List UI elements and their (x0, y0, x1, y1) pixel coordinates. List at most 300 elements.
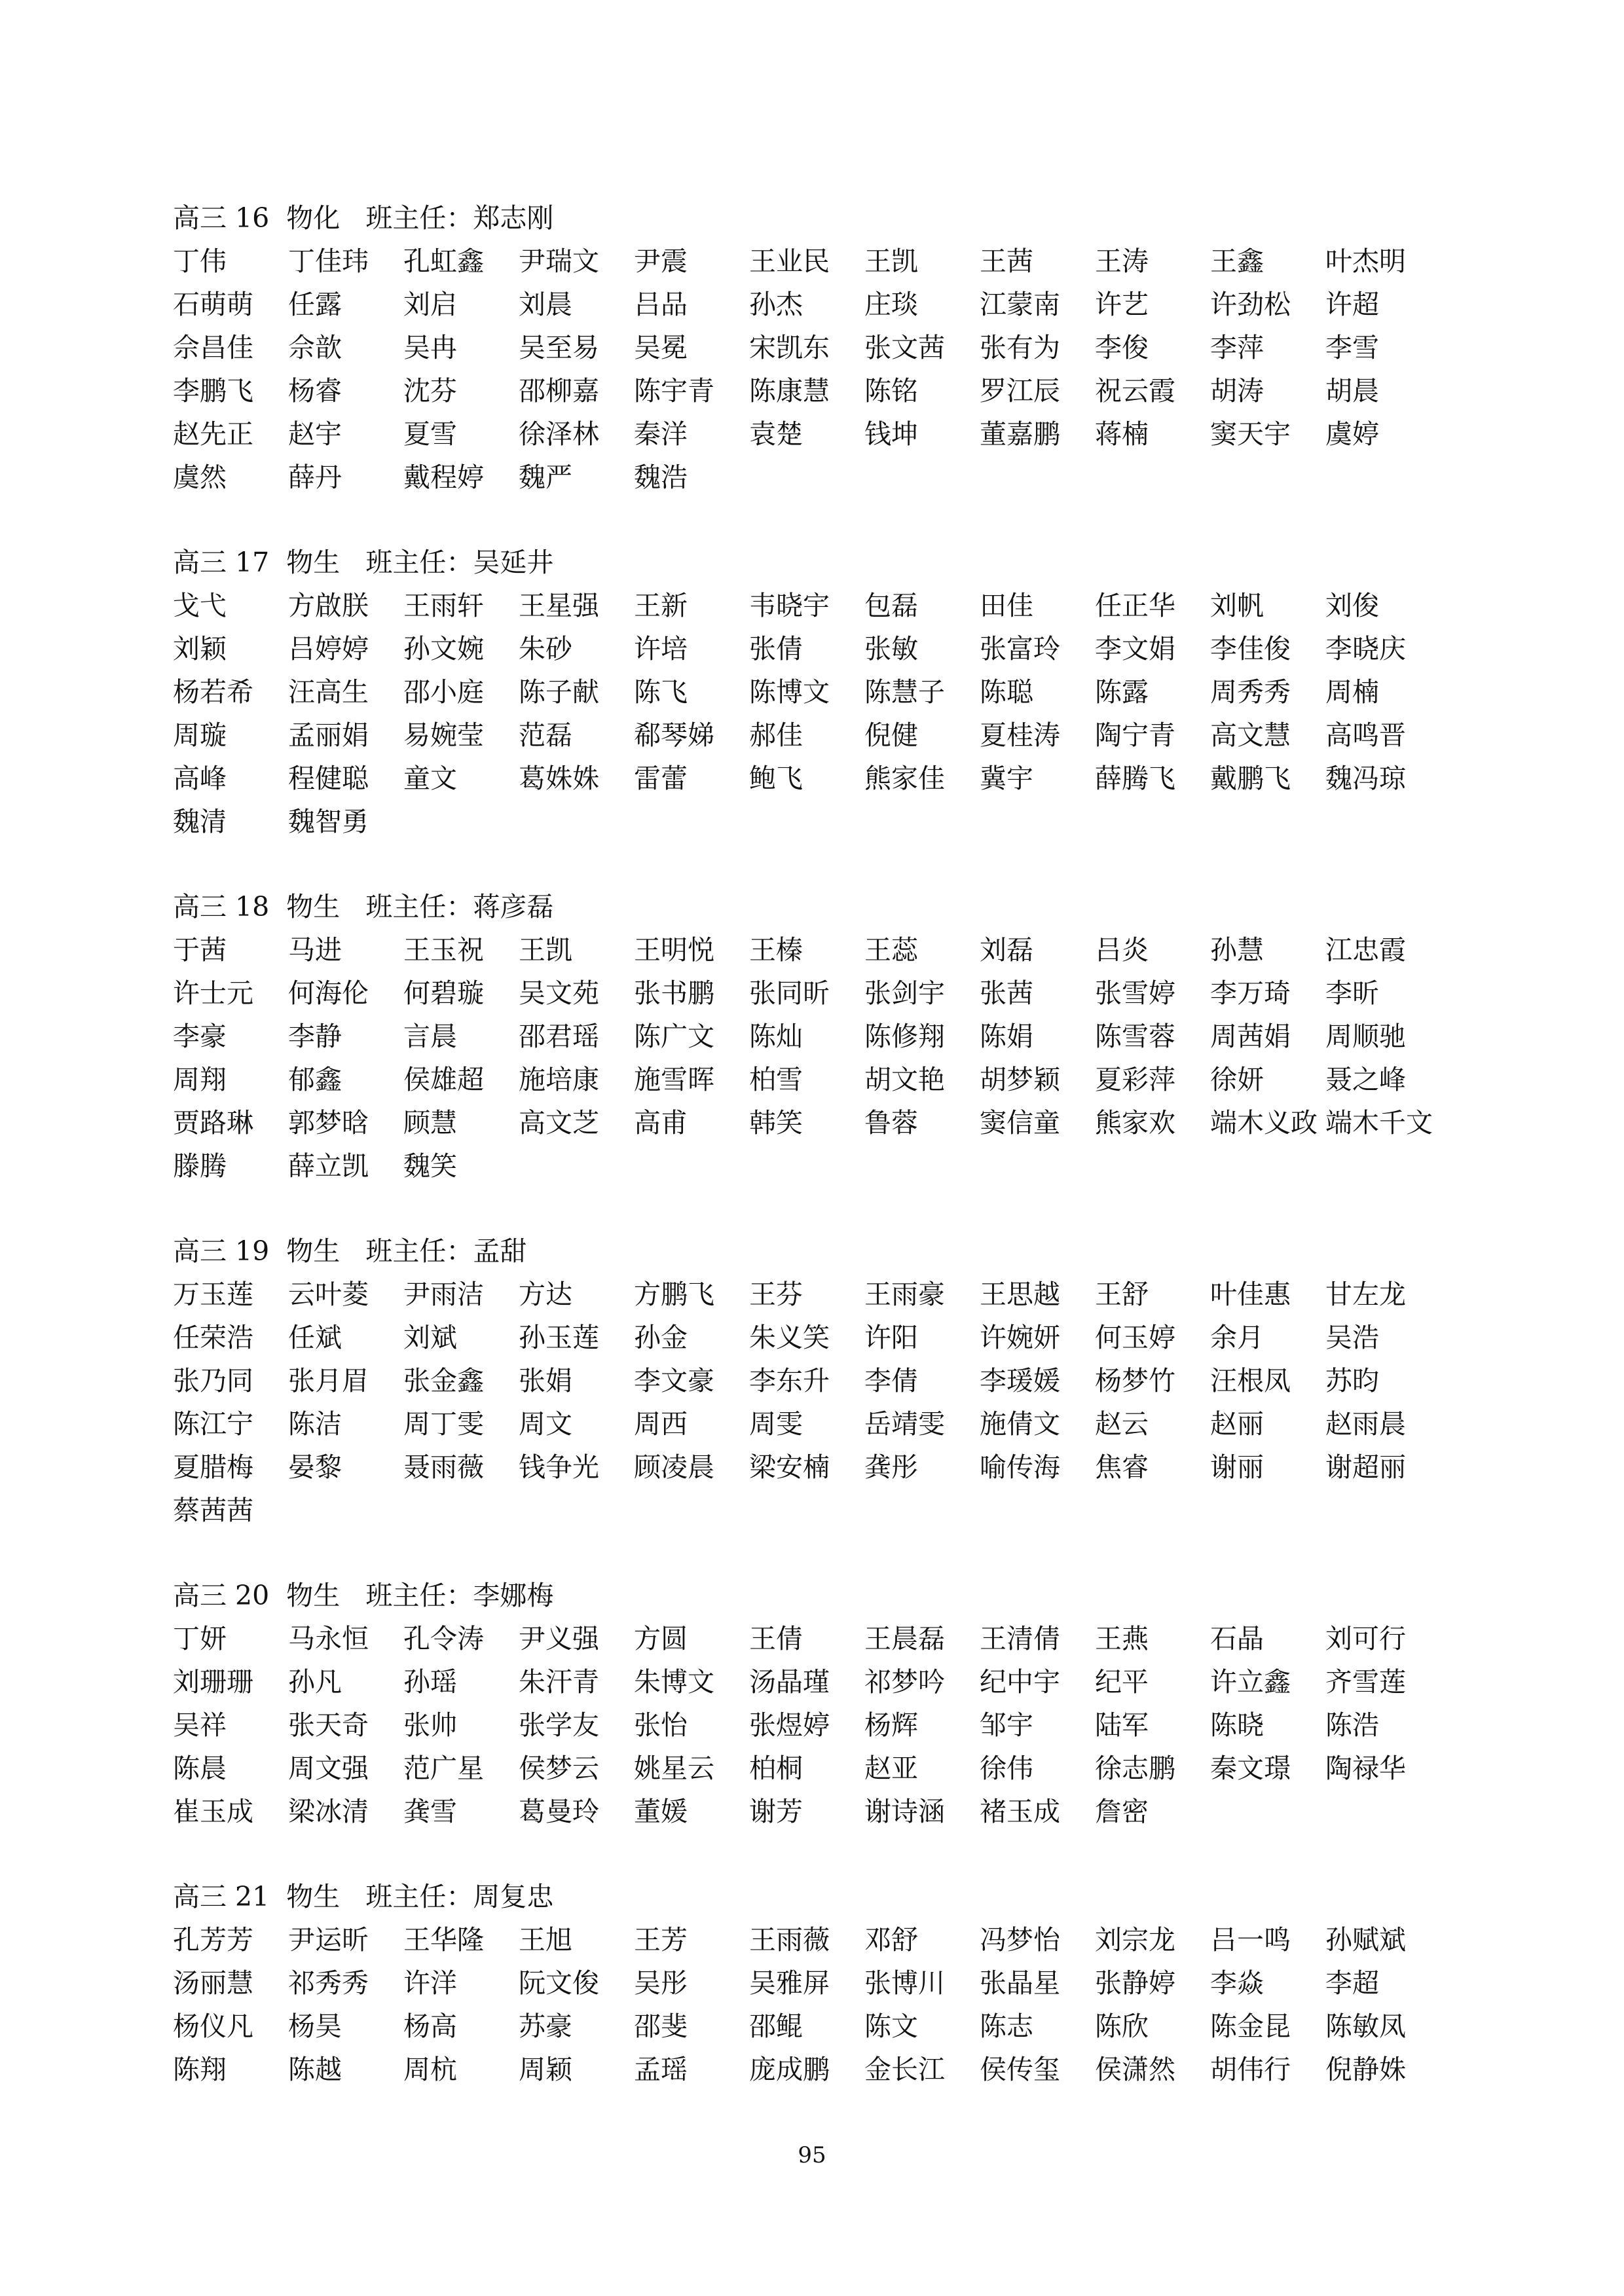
student-name: 王蕊 (864, 934, 918, 966)
student-name: 孙慧 (1210, 934, 1264, 966)
student-name: 尹震 (634, 246, 688, 277)
student-name: 陈修翔 (864, 1021, 945, 1052)
student-name: 金长江 (864, 2054, 945, 2085)
class-roster-list (173, 196, 1476, 2133)
student-name: 陈聪 (980, 676, 1033, 708)
student-name: 夏彩萍 (1095, 1064, 1175, 1095)
student-name: 汪根凤 (1210, 1365, 1291, 1396)
student-name: 秦文璟 (1210, 1753, 1291, 1784)
student-name: 陈露 (1095, 676, 1149, 708)
student-name: 陈灿 (749, 1021, 803, 1052)
student-name: 郝佳 (749, 720, 803, 751)
student-name: 张文茜 (864, 332, 945, 363)
student-name: 孔虹鑫 (403, 246, 484, 277)
student-name: 方达 (519, 1279, 572, 1310)
class-section (173, 885, 1476, 1188)
student-name: 赵亚 (864, 1753, 918, 1784)
class-label: 高三 16 (173, 202, 270, 234)
student-name: 王玉祝 (403, 934, 484, 966)
student-name: 徐伟 (980, 1753, 1033, 1784)
student-name: 高甫 (634, 1107, 688, 1139)
student-name: 邓舒 (864, 1924, 918, 1956)
student-name: 孙玉莲 (519, 1322, 599, 1353)
student-name: 张学友 (519, 1709, 599, 1741)
student-name: 宋凯东 (749, 332, 830, 363)
student-name: 李豪 (173, 1021, 227, 1052)
student-name: 张静婷 (1095, 1967, 1175, 1999)
student-name: 胡伟行 (1210, 2054, 1291, 2085)
student-name: 齐雪莲 (1325, 1666, 1406, 1698)
student-name: 陈志 (980, 2011, 1033, 2042)
student-name: 王新 (634, 590, 688, 621)
student-name: 秦洋 (634, 418, 688, 450)
student-name: 顾慧 (403, 1107, 457, 1139)
student-name: 王清倩 (980, 1623, 1060, 1654)
class-teacher: 班主任：孟甜 (365, 1235, 527, 1267)
student-name: 董嘉鹏 (980, 418, 1060, 450)
student-name: 周颖 (519, 2054, 572, 2085)
student-name: 吕炎 (1095, 934, 1149, 966)
student-name: 谢丽 (1210, 1451, 1264, 1483)
student-name: 蔡茜茜 (173, 1495, 253, 1526)
student-name: 李文豪 (634, 1365, 714, 1396)
student-name: 薛腾飞 (1095, 763, 1175, 794)
student-name: 许培 (634, 633, 688, 665)
class-header (173, 1875, 1476, 1918)
class-teacher: 班主任：周复忠 (365, 1881, 554, 1912)
student-name: 张娟 (519, 1365, 572, 1396)
student-name: 刘磊 (980, 934, 1033, 966)
student-name: 甘左龙 (1325, 1279, 1406, 1310)
student-name: 徐泽林 (519, 418, 599, 450)
class-subjects: 物生 (286, 1881, 341, 1912)
student-name: 刘可行 (1325, 1623, 1406, 1654)
student-name: 周文 (519, 1408, 572, 1440)
student-name: 纪平 (1095, 1666, 1149, 1698)
student-name: 王晨磊 (864, 1623, 945, 1654)
student-name: 戴鹏飞 (1210, 763, 1291, 794)
student-name: 孔芳芳 (173, 1924, 253, 1956)
class-header (173, 541, 1476, 584)
student-name: 李俊 (1095, 332, 1149, 363)
student-name: 李佳俊 (1210, 633, 1291, 665)
student-name-grid (173, 1617, 1476, 1833)
student-name: 佘昌佳 (173, 332, 253, 363)
student-name: 陈浩 (1325, 1709, 1379, 1741)
student-name: 吴雅屏 (749, 1967, 830, 1999)
student-name: 赵宇 (288, 418, 342, 450)
student-name-grid (173, 1918, 1476, 2091)
student-name: 邹宇 (980, 1709, 1033, 1741)
student-name: 胡文艳 (864, 1064, 945, 1095)
student-name: 张帅 (403, 1709, 457, 1741)
student-name: 李文娟 (1095, 633, 1175, 665)
student-name: 任露 (288, 289, 342, 320)
student-name: 魏智勇 (288, 806, 369, 837)
student-name: 程健聪 (288, 763, 369, 794)
class-header (173, 1574, 1476, 1617)
student-name: 方鹏飞 (634, 1279, 714, 1310)
student-name: 孟丽娟 (288, 720, 369, 751)
student-name: 张金鑫 (403, 1365, 484, 1396)
class-label: 高三 17 (173, 547, 270, 578)
student-name: 高文芝 (519, 1107, 599, 1139)
student-name: 王明悦 (634, 934, 714, 966)
student-name: 云叶菱 (288, 1279, 369, 1310)
student-name: 葛姝姝 (519, 763, 599, 794)
student-name: 夏桂涛 (980, 720, 1060, 751)
student-name: 陈雪蓉 (1095, 1021, 1175, 1052)
class-section (173, 196, 1476, 499)
student-name: 梁安楠 (749, 1451, 830, 1483)
student-name-grid (173, 1273, 1476, 1532)
student-name: 魏清 (173, 806, 227, 837)
student-name: 丁佳玮 (288, 246, 369, 277)
student-name: 陈宇青 (634, 375, 714, 407)
class-teacher: 班主任：郑志刚 (365, 202, 554, 234)
student-name: 王倩 (749, 1623, 803, 1654)
student-name: 窦天宇 (1210, 418, 1291, 450)
student-name: 许洋 (403, 1967, 457, 1999)
student-name: 李雪 (1325, 332, 1379, 363)
student-name: 许立鑫 (1210, 1666, 1291, 1698)
student-name: 王舒 (1095, 1279, 1149, 1310)
class-teacher: 班主任：李娜梅 (365, 1580, 554, 1611)
student-name: 陶宁青 (1095, 720, 1175, 751)
student-name: 叶杰明 (1325, 246, 1406, 277)
student-name: 陈金昆 (1210, 2011, 1291, 2042)
student-name: 施雪晖 (634, 1064, 714, 1095)
student-name: 胡涛 (1210, 375, 1264, 407)
student-name: 施倩文 (980, 1408, 1060, 1440)
student-name: 赵雨晨 (1325, 1408, 1406, 1440)
student-name: 谢诗涵 (864, 1796, 945, 1827)
student-name: 倪静姝 (1325, 2054, 1406, 2085)
student-name: 王榛 (749, 934, 803, 966)
student-name: 苏昀 (1325, 1365, 1379, 1396)
student-name: 李万琦 (1210, 977, 1291, 1009)
student-name: 王思越 (980, 1279, 1060, 1310)
student-name: 龚雪 (403, 1796, 457, 1827)
student-name: 任荣浩 (173, 1322, 253, 1353)
student-name: 高鸣晋 (1325, 720, 1406, 751)
student-name: 尹雨洁 (403, 1279, 484, 1310)
student-name: 祁秀秀 (288, 1967, 369, 1999)
student-name: 张同昕 (749, 977, 830, 1009)
student-name: 王雨轩 (403, 590, 484, 621)
student-name: 王雨豪 (864, 1279, 945, 1310)
student-name: 赵丽 (1210, 1408, 1264, 1440)
student-name: 吴冕 (634, 332, 688, 363)
class-section (173, 1875, 1476, 2091)
student-name: 吴祥 (173, 1709, 227, 1741)
student-name: 许劲松 (1210, 289, 1291, 320)
student-name: 陆军 (1095, 1709, 1149, 1741)
class-label: 高三 21 (173, 1881, 270, 1912)
student-name: 滕腾 (173, 1150, 227, 1182)
student-name: 吴至易 (519, 332, 599, 363)
student-name: 周璇 (173, 720, 227, 751)
student-name: 刘启 (403, 289, 457, 320)
student-name: 江忠霞 (1325, 934, 1406, 966)
student-name: 吕品 (634, 289, 688, 320)
student-name: 邵君瑶 (519, 1021, 599, 1052)
student-name: 魏笑 (403, 1150, 457, 1182)
student-name: 柏雪 (749, 1064, 803, 1095)
student-name: 施培康 (519, 1064, 599, 1095)
class-subjects: 物生 (286, 1235, 341, 1267)
student-name: 任斌 (288, 1322, 342, 1353)
student-name: 冀宇 (980, 763, 1033, 794)
class-subjects: 物生 (286, 891, 341, 922)
student-name: 郗琴娣 (634, 720, 714, 751)
student-name: 庞成鹏 (749, 2054, 830, 2085)
student-name: 葛曼玲 (519, 1796, 599, 1827)
student-name: 李萍 (1210, 332, 1264, 363)
student-name: 钱争光 (519, 1451, 599, 1483)
student-name: 魏冯琼 (1325, 763, 1406, 794)
student-name: 何海伦 (288, 977, 369, 1009)
student-name: 郭梦晗 (288, 1107, 369, 1139)
student-name: 李东升 (749, 1365, 830, 1396)
student-name: 汤丽慧 (173, 1967, 253, 1999)
student-name: 张茜 (980, 977, 1033, 1009)
student-name: 谢芳 (749, 1796, 803, 1827)
class-subjects: 物生 (286, 547, 341, 578)
student-name: 鲁蓉 (864, 1107, 918, 1139)
student-name: 周雯 (749, 1408, 803, 1440)
student-name: 田佳 (980, 590, 1033, 621)
student-name: 周顺驰 (1325, 1021, 1406, 1052)
class-header (173, 885, 1476, 928)
student-name: 薛立凯 (288, 1150, 369, 1182)
student-name: 杨昊 (288, 2011, 342, 2042)
student-name: 朱汗青 (519, 1666, 599, 1698)
student-name: 周楠 (1325, 676, 1379, 708)
class-teacher: 班主任：蒋彦磊 (365, 891, 554, 922)
student-name: 赵云 (1095, 1408, 1149, 1440)
student-name: 言晨 (403, 1021, 457, 1052)
student-name: 陈博文 (749, 676, 830, 708)
student-name: 吴浩 (1325, 1322, 1379, 1353)
student-name: 张富玲 (980, 633, 1060, 665)
class-label: 高三 19 (173, 1235, 270, 1267)
student-name: 孙赋斌 (1325, 1924, 1406, 1956)
student-name: 聂之峰 (1325, 1064, 1406, 1095)
student-name: 吴文苑 (519, 977, 599, 1009)
student-name: 何玉婷 (1095, 1322, 1175, 1353)
student-name: 任正华 (1095, 590, 1175, 621)
student-name: 王鑫 (1210, 246, 1264, 277)
student-name: 陈广文 (634, 1021, 714, 1052)
student-name: 孙瑶 (403, 1666, 457, 1698)
student-name: 夏雪 (403, 418, 457, 450)
student-name: 端木义政 (1210, 1107, 1318, 1139)
student-name: 庄琰 (864, 289, 918, 320)
student-name: 范广星 (403, 1753, 484, 1784)
student-name: 朱义笑 (749, 1322, 830, 1353)
student-name: 王华隆 (403, 1924, 484, 1956)
student-name: 侯梦云 (519, 1753, 599, 1784)
student-name: 尹瑞文 (519, 246, 599, 277)
class-label: 高三 18 (173, 891, 270, 922)
student-name: 陈晓 (1210, 1709, 1264, 1741)
student-name: 王凯 (864, 246, 918, 277)
student-name: 刘晨 (519, 289, 572, 320)
student-name: 虞然 (173, 462, 227, 493)
student-name: 端木千文 (1325, 1107, 1433, 1139)
student-name: 徐妍 (1210, 1064, 1264, 1095)
student-name: 夏腊梅 (173, 1451, 253, 1483)
student-name: 韩笑 (749, 1107, 803, 1139)
student-name: 周西 (634, 1408, 688, 1440)
class-section (173, 1230, 1476, 1532)
student-name: 袁楚 (749, 418, 803, 450)
student-name: 梁冰清 (288, 1796, 369, 1827)
student-name: 张书鹏 (634, 977, 714, 1009)
student-name: 张敏 (864, 633, 918, 665)
class-header (173, 1230, 1476, 1273)
student-name: 张有为 (980, 332, 1060, 363)
student-name: 陈晨 (173, 1753, 227, 1784)
student-name: 周文强 (288, 1753, 369, 1784)
student-name: 祁梦吟 (864, 1666, 945, 1698)
student-name: 熊家欢 (1095, 1107, 1175, 1139)
student-name: 许士元 (173, 977, 253, 1009)
student-name: 石萌萌 (173, 289, 253, 320)
student-name: 刘俊 (1325, 590, 1379, 621)
student-name: 孙金 (634, 1322, 688, 1353)
student-name: 蒋楠 (1095, 418, 1149, 450)
student-name: 李晓庆 (1325, 633, 1406, 665)
student-name: 崔玉成 (173, 1796, 253, 1827)
class-subjects: 物化 (286, 202, 341, 234)
student-name: 祝云霞 (1095, 375, 1175, 407)
student-name: 邵小庭 (403, 676, 484, 708)
student-name: 许超 (1325, 289, 1379, 320)
student-name: 孟瑶 (634, 2054, 688, 2085)
student-name: 董媛 (634, 1796, 688, 1827)
student-name: 方啟朕 (288, 590, 369, 621)
student-name: 朱砂 (519, 633, 572, 665)
student-name: 孔令涛 (403, 1623, 484, 1654)
student-name-grid (173, 584, 1476, 843)
student-name: 张晶星 (980, 1967, 1060, 1999)
student-name: 杨若希 (173, 676, 253, 708)
student-name: 王芳 (634, 1924, 688, 1956)
student-name: 陈洁 (288, 1408, 342, 1440)
student-name: 谢超丽 (1325, 1451, 1406, 1483)
student-name: 张博川 (864, 1967, 945, 1999)
student-name: 张煜婷 (749, 1709, 830, 1741)
student-name: 马永恒 (288, 1623, 369, 1654)
student-name: 许婉妍 (980, 1322, 1060, 1353)
student-name: 王芬 (749, 1279, 803, 1310)
student-name: 虞婷 (1325, 418, 1379, 450)
student-name: 汪高生 (288, 676, 369, 708)
student-name: 易婉莹 (403, 720, 484, 751)
student-name: 周杭 (403, 2054, 457, 2085)
student-name: 周秀秀 (1210, 676, 1291, 708)
student-name: 王燕 (1095, 1623, 1149, 1654)
student-name: 杨高 (403, 2011, 457, 2042)
student-name: 吕一鸣 (1210, 1924, 1291, 1956)
student-name: 陈翔 (173, 2054, 227, 2085)
student-name: 王业民 (749, 246, 830, 277)
student-name: 罗江辰 (980, 375, 1060, 407)
student-name: 高文慧 (1210, 720, 1291, 751)
student-name: 李超 (1325, 1967, 1379, 1999)
student-name: 徐志鹏 (1095, 1753, 1175, 1784)
student-name: 焦睿 (1095, 1451, 1149, 1483)
student-name: 马进 (288, 934, 342, 966)
student-name: 叶佳惠 (1210, 1279, 1291, 1310)
student-name: 王凯 (519, 934, 572, 966)
class-teacher: 班主任：吴延井 (365, 547, 554, 578)
class-label: 高三 20 (173, 1580, 270, 1611)
student-name: 陶禄华 (1325, 1753, 1406, 1784)
student-name: 姚星云 (634, 1753, 714, 1784)
student-name: 李昕 (1325, 977, 1379, 1009)
student-name: 龚彤 (864, 1451, 918, 1483)
page-number: 95 (798, 2142, 826, 2168)
student-name-grid (173, 928, 1476, 1188)
student-name: 杨睿 (288, 375, 342, 407)
student-name: 戈弋 (173, 590, 227, 621)
student-name: 李鹏飞 (173, 375, 253, 407)
student-name: 包磊 (864, 590, 918, 621)
student-name: 钱坤 (864, 418, 918, 450)
student-name-grid (173, 240, 1476, 499)
student-name: 陈慧子 (864, 676, 945, 708)
student-name: 杨仪凡 (173, 2011, 253, 2042)
student-name: 刘帆 (1210, 590, 1264, 621)
student-name: 丁伟 (173, 246, 227, 277)
student-name: 孙凡 (288, 1666, 342, 1698)
student-name: 胡梦颖 (980, 1064, 1060, 1095)
student-name: 顾凌晨 (634, 1451, 714, 1483)
student-name: 王雨薇 (749, 1924, 830, 1956)
student-name: 薛丹 (288, 462, 342, 493)
student-name: 张怡 (634, 1709, 688, 1741)
student-name: 周翔 (173, 1064, 227, 1095)
student-name: 苏豪 (519, 2011, 572, 2042)
student-name: 贾路琳 (173, 1107, 253, 1139)
student-name: 许艺 (1095, 289, 1149, 320)
student-name: 江蒙南 (980, 289, 1060, 320)
student-name: 陈飞 (634, 676, 688, 708)
student-name: 石晶 (1210, 1623, 1264, 1654)
student-name: 方圆 (634, 1623, 688, 1654)
student-name: 周丁雯 (403, 1408, 484, 1440)
student-name: 刘斌 (403, 1322, 457, 1353)
class-subjects: 物生 (286, 1580, 341, 1611)
student-name: 陈娟 (980, 1021, 1033, 1052)
student-name: 喻传海 (980, 1451, 1060, 1483)
student-name: 孙杰 (749, 289, 803, 320)
student-name: 邵斐 (634, 2011, 688, 2042)
student-name: 吴冉 (403, 332, 457, 363)
student-name: 胡晨 (1325, 375, 1379, 407)
student-name: 熊家佳 (864, 763, 945, 794)
student-name: 佘歆 (288, 332, 342, 363)
student-name: 余月 (1210, 1322, 1264, 1353)
student-name: 纪中宇 (980, 1666, 1060, 1698)
student-name: 范磊 (519, 720, 572, 751)
student-name: 聂雨薇 (403, 1451, 484, 1483)
student-name: 张剑宇 (864, 977, 945, 1009)
student-name: 詹密 (1095, 1796, 1149, 1827)
